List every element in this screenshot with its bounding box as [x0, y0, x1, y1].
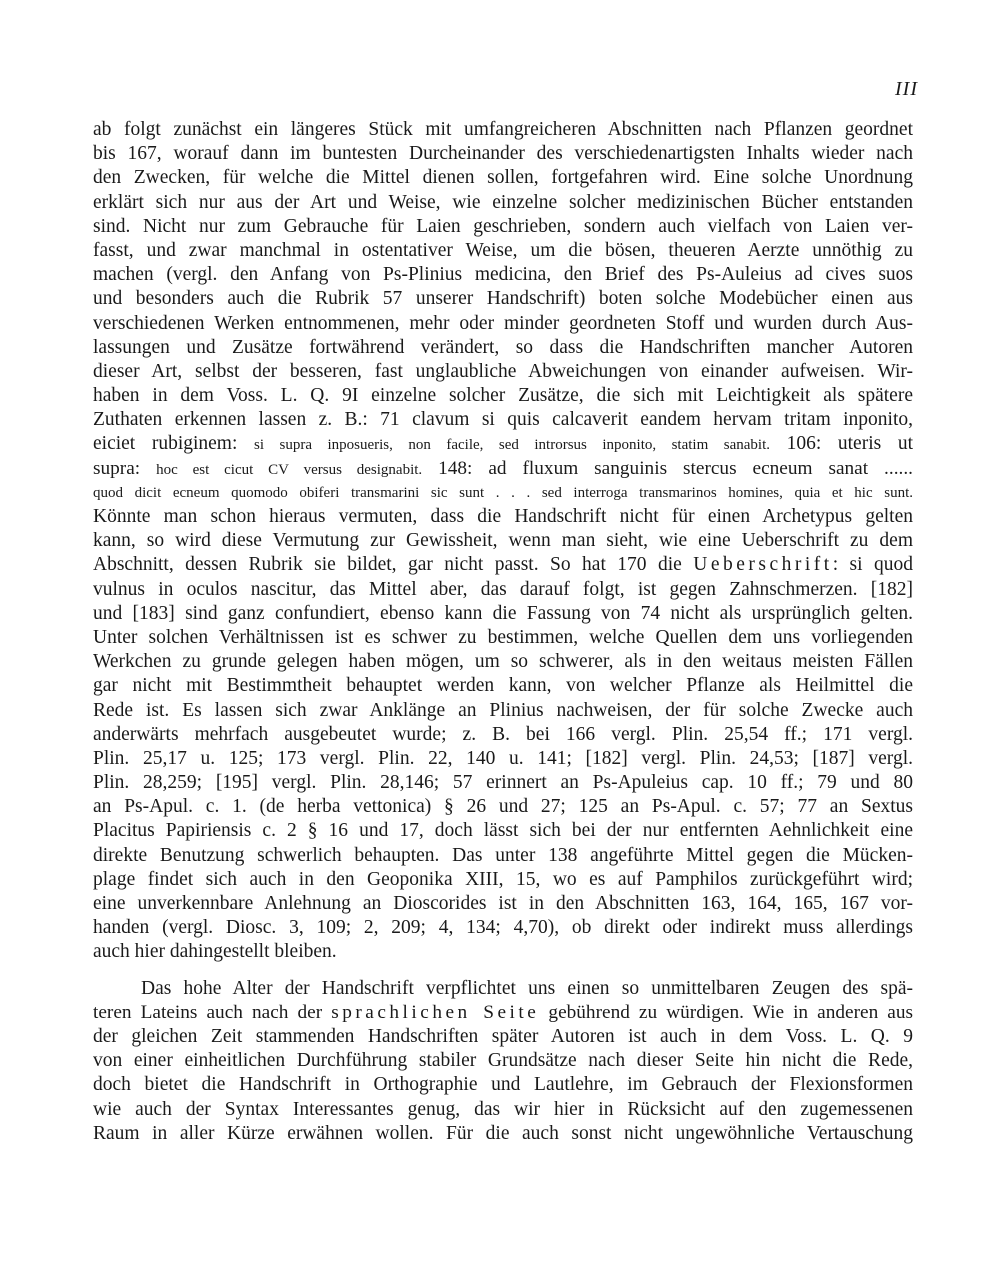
spaced-term: Ueberschrift: [693, 554, 833, 576]
text-line: dieser Art, selbst der besseren, fast unglaubliche Abweichungen von einander aufweisen. Wir-: [93, 360, 913, 382]
text-line: Unter solchen Verhältnissen ist es schwer zu bestimmen, welche Quellen dem uns vorliegenden: [93, 626, 913, 648]
text-line: auch hier dahingestellt bleiben.: [93, 941, 337, 963]
text-line: direkte Benutzung schwerlich behaupten. Das unter 138 angeführte Mittel gegen die Mücken-: [93, 844, 913, 866]
text-line: und besonders auch die Rubrik 57 unserer Handschrift) boten solche Modebücher einen aus: [93, 288, 913, 310]
text-line: ab folgt zunächst ein längeres Stück mit umfangreicheren Abschnitten nach Pflanzen geordnet: [93, 119, 913, 140]
text-line: bis 167, worauf dann im buntesten Durcheinander des verschiedenartigsten Inhalts wieder nach: [93, 143, 913, 165]
paragraph-1: [93, 118, 913, 965]
text-line: fasst, und zwar manchmal in ostentativer Weise, um die bösen, theueren Aerzte unnöthig zu: [93, 239, 913, 261]
text-line: von einer einheitlichen Durchführung stabiler Grundsätze nach dieser Seite hin nicht die Rede,: [93, 1050, 913, 1072]
text-line: kann, so wird diese Vermutung zur Gewissheit, wenn man sieht, wie eine Ueberschrift zu dem: [93, 530, 913, 552]
text-line: erklärt sich nur aus der Art und Weise, wie einzelne solcher medizinischen Bücher entstanden: [93, 191, 913, 213]
text-line: eine unverkennbare Anlehnung an Dioscorides ist in den Abschnitten 163, 164, 165, 167 vor-: [93, 893, 913, 914]
text-line: Das hohe Alter der Handschrift verpflichtet uns einen so unmittelbaren Zeugen des spä-: [141, 977, 913, 999]
text-line: wie auch der Syntax Interessantes genug, das wir hier in Rücksicht auf den zugemessenen: [93, 1098, 913, 1120]
text-line: verschiedenen Werken entnommenen, mehr oder minder geordneten Stoff und wurden durch Aus-: [93, 312, 913, 334]
text-line: lassungen und Zusätze fortwährend verändert, so dass die Handschriften mancher Autoren: [93, 336, 913, 358]
page-number: III: [895, 78, 918, 100]
text-line: Könnte man schon hieraus vermuten, dass die Handschrift nicht für einen Archetypus gelten: [93, 506, 913, 527]
text-line: und [183] sind ganz confundiert, ebenso kann die Fassung von 74 nicht als ursprünglich gelten.: [93, 602, 913, 624]
text-line: Abschnitt, dessen Rubrik sie bildet, gar nicht passt. So hat 170 die Ueberschrift: si quod: [93, 554, 913, 576]
quotation-small: si supra inposueris, non facile, sed introrsus inponito, statim sanabit.: [254, 437, 770, 454]
paragraph-2: [93, 977, 913, 1146]
text-line: vulnus in oculos nascitur, das Mittel aber, das darauf folgt, ist gegen Zahnschmerzen. [182]: [93, 578, 913, 600]
text-line: Raum in aller Kürze erwähnen wollen. Für die auch sonst nicht ungewöhnliche Vertauschung: [93, 1122, 913, 1144]
text-line: anderwärts mehrfach ausgebeutet wurde; z. B. bei 166 vergl. Plin. 25,54 ff.; 171 vergl.: [93, 723, 913, 745]
text-line: teren Lateins auch nach der sprachlichen Seite gebührend zu würdigen. Wie in anderen aus: [93, 1001, 914, 1023]
text-line: handen (vergl. Diosc. 3, 109; 2, 209; 4, 134; 4,70), ob direkt oder indirekt muss allerdings: [93, 917, 913, 939]
page-body: [93, 118, 913, 1146]
spaced-term: sprachlichen Seite: [331, 1001, 540, 1023]
text-line: Rede ist. Es lassen sich zwar Anklänge an Plinius nachweisen, der für solche Zwecke auch: [93, 699, 913, 721]
text-line: plage findet sich auch in den Geoponika XIII, 15, wo es auf Pamphilos zurückgeführt wird;: [93, 868, 913, 890]
text-line: Werkchen zu grunde gelegen haben mögen, um so schwerer, als in den weitaus meisten Fällen: [93, 651, 913, 673]
quotation-small: hoc est cicut CV versus designabit.: [156, 461, 423, 478]
text-line: eiciet rubiginem: si supra inposueris, non facile, sed introrsus inponito, statim sanabit. 106: uteris ut: [93, 433, 913, 455]
text-line: Plin. 25,17 u. 125; 173 vergl. Plin. 22, 140 u. 141; [182] vergl. Plin. 24,53; [187] vergl.: [93, 747, 913, 769]
quotation-line: quod dicit ecneum quomodo obiferi transmarini sic sunt . . . sed interroga transmarinos homines, quia et hic sunt.: [93, 484, 913, 501]
text-line: supra: hoc est cicut CV versus designabit. 148: ad fluxum sanguinis stercus ecneum sanat ......: [93, 457, 913, 479]
paragraph-gap: [93, 965, 913, 977]
text-line: an Ps-Apul. c. 1. (de herba vettonica) § 26 und 27; 125 an Ps-Apul. c. 57; 77 an Sextus: [93, 796, 913, 818]
text-line: Plin. 28,259; [195] vergl. Plin. 28,146; 57 erinnert an Ps-Apuleius cap. 10 ff.; 79 und 80: [93, 772, 913, 794]
text-line: Placitus Papiriensis c. 2 § 16 und 17, doch lässt sich bei der nur entfernten Aehnlichkeit eine: [93, 820, 913, 842]
text-line: den Zwecken, für welche die Mittel dienen sollen, fortgefahren wird. Eine solche Unordnung: [93, 167, 913, 189]
text-line: doch bietet die Handschrift in Orthographie und Lautlehre, im Gebrauch der Flexionsformen: [93, 1074, 913, 1096]
text-line: sind. Nicht nur zum Gebrauche für Laien geschrieben, sondern auch vielfach von Laien ver-: [93, 215, 913, 237]
text-line: machen (vergl. den Anfang von Ps-Plinius medicina, den Brief des Ps-Auleius ad cives suos: [93, 264, 913, 286]
text-line: haben in dem Voss. L. Q. 9I einzelne solcher Zusätze, die sich mit Leichtigkeit als spätere: [93, 385, 913, 407]
text-line: gar nicht mit Bestimmtheit behauptet werden kann, von welcher Pflanze als Heilmittel die: [93, 675, 913, 697]
text-line: Zuthaten erkennen lassen z. B.: 71 clavum si quis calcaverit eandem hervam tritam inponito,: [93, 409, 913, 431]
text-line: der gleichen Zeit stammenden Handschriften später Autoren ist auch in dem Voss. L. Q. 9: [93, 1025, 913, 1047]
